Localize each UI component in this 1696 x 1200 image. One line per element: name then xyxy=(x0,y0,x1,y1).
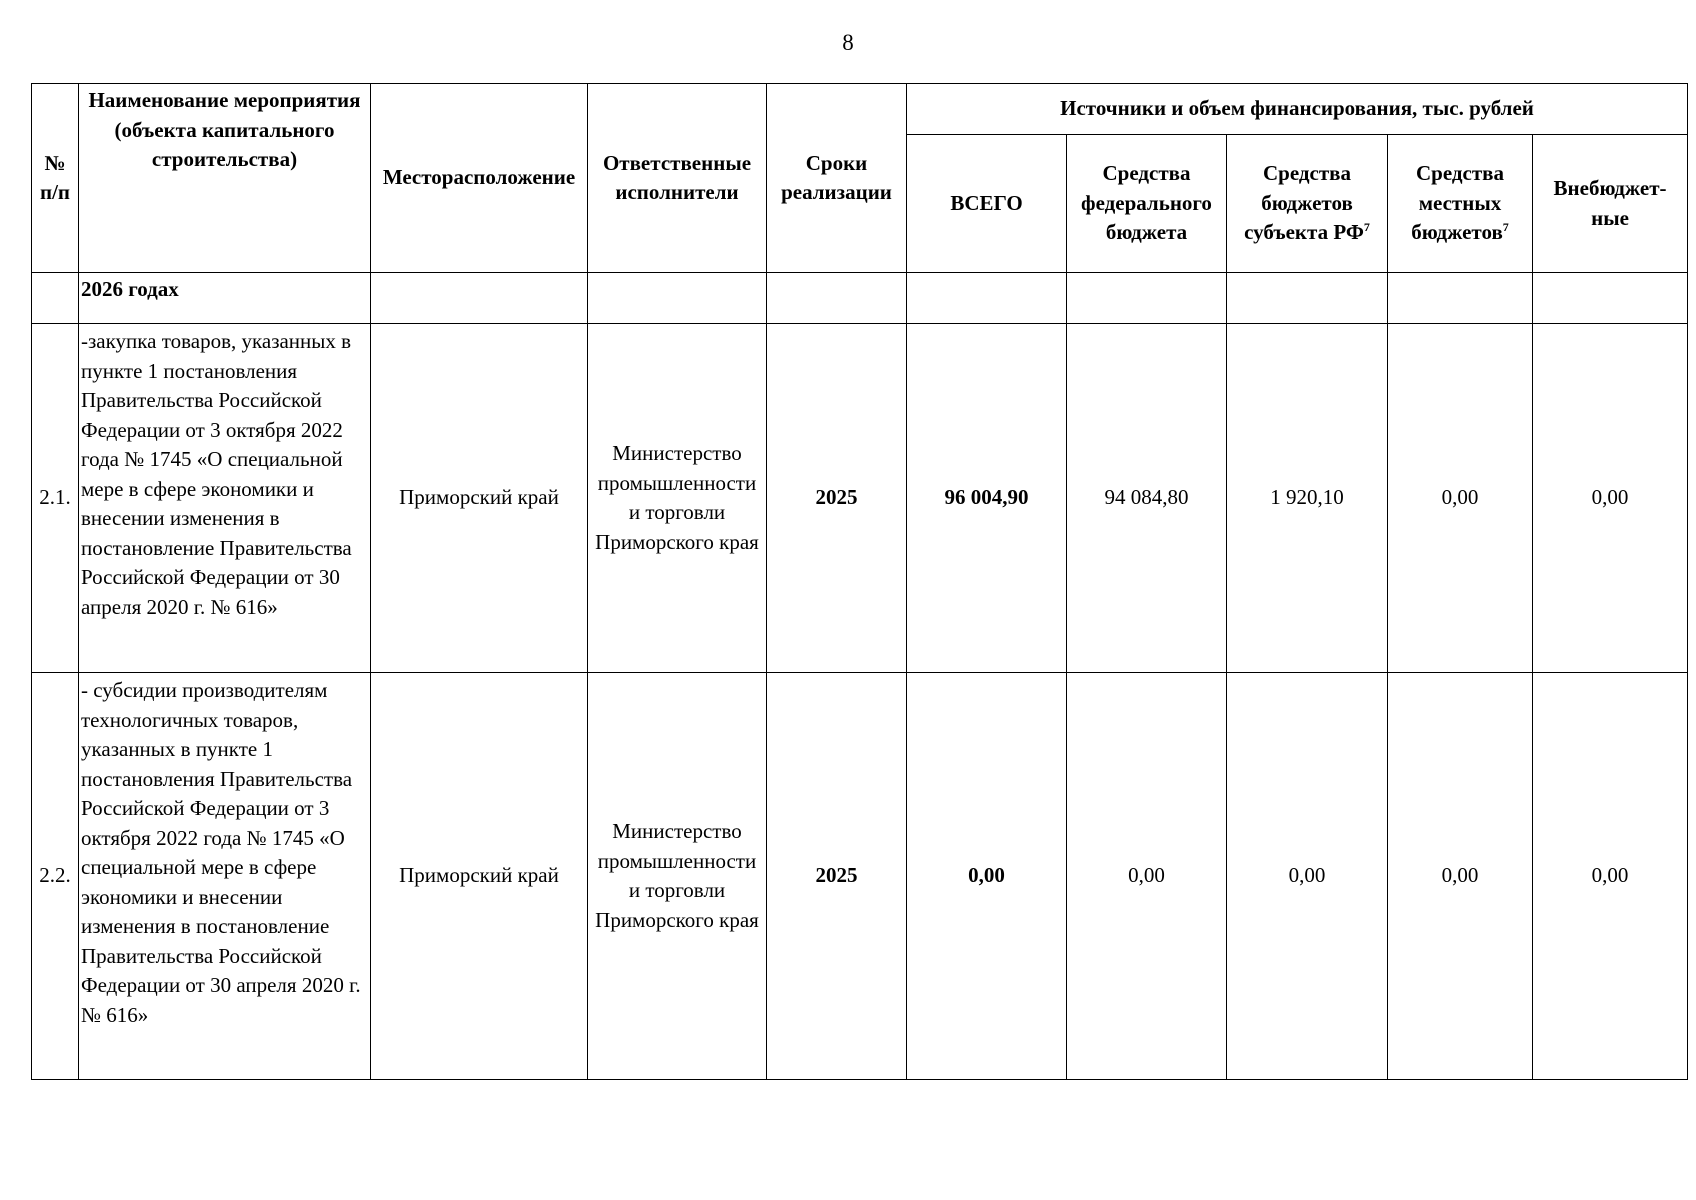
row-terms: 2025 xyxy=(767,324,907,673)
table-row xyxy=(32,324,1688,673)
header-local xyxy=(1388,135,1533,273)
cell xyxy=(907,273,1067,324)
row-local: 0,00 xyxy=(1388,324,1533,673)
row-location: Приморский край xyxy=(371,324,588,673)
row-regional: 1 920,10 xyxy=(1227,324,1388,673)
row-total: 96 004,90 xyxy=(907,324,1067,673)
header-local-footnote: 7 xyxy=(1502,220,1509,235)
header-terms: Сроки реализации xyxy=(767,84,907,273)
cell xyxy=(1227,273,1388,324)
row-name: - субсидии производителям технологичных товаров, указанных в пункте 1 постановления Правительства Российской Федерации от 3 октября 2022 года № 1745 «О специальной мере в сфере экономики и внесении изменения в постановление Правительства Российской Федерации от 30 апреля 2020 г. № 616» xyxy=(79,673,371,1080)
row-offbudget: 0,00 xyxy=(1533,324,1688,673)
table-row xyxy=(32,673,1688,1080)
header-offbudget: Внебюджет-ные xyxy=(1533,135,1688,273)
row-federal: 0,00 xyxy=(1067,673,1227,1080)
header-local-label: Средства местных бюджетов xyxy=(1411,161,1504,245)
header-sources-group: Источники и объем финансирования, тыс. рублей xyxy=(907,84,1688,135)
row-regional: 0,00 xyxy=(1227,673,1388,1080)
cell xyxy=(32,273,79,324)
header-federal: Средства федерального бюджета xyxy=(1067,135,1227,273)
header-regional-footnote: 7 xyxy=(1363,220,1370,235)
row-responsible: Министерство промышленности и торговли Приморского края xyxy=(588,324,767,673)
row-num: 2.1. xyxy=(32,324,79,673)
cell xyxy=(588,273,767,324)
row-location: Приморский край xyxy=(371,673,588,1080)
continuation-text: 2026 годах xyxy=(79,273,371,324)
header-responsible: Ответственные исполнители xyxy=(588,84,767,273)
cell xyxy=(1067,273,1227,324)
financing-table xyxy=(31,83,1688,1080)
row-total: 0,00 xyxy=(907,673,1067,1080)
header-total: ВСЕГО xyxy=(907,135,1067,273)
continuation-row xyxy=(32,273,1688,324)
header-location: Месторасположение xyxy=(371,84,588,273)
header-regional xyxy=(1227,135,1388,273)
header-num: № п/п xyxy=(32,84,79,273)
cell xyxy=(1533,273,1688,324)
row-responsible: Министерство промышленности и торговли Приморского края xyxy=(588,673,767,1080)
row-num: 2.2. xyxy=(32,673,79,1080)
row-terms: 2025 xyxy=(767,673,907,1080)
cell xyxy=(767,273,907,324)
page-number: 8 xyxy=(842,30,854,55)
cell xyxy=(371,273,588,324)
row-federal: 94 084,80 xyxy=(1067,324,1227,673)
header-name: Наименование мероприятия (объекта капитального строительства) xyxy=(79,84,371,273)
header-regional-label: Средства бюджетов субъекта РФ xyxy=(1244,161,1364,245)
row-offbudget: 0,00 xyxy=(1533,673,1688,1080)
cell xyxy=(1388,273,1533,324)
row-local: 0,00 xyxy=(1388,673,1533,1080)
row-name: -закупка товаров, указанных в пункте 1 постановления Правительства Российской Федерации от 3 октября 2022 года № 1745 «О специальной мере в сфере экономики и внесении изменения в постановление Правительства Российской Федерации от 30 апреля 2020 г. № 616» xyxy=(79,324,371,673)
